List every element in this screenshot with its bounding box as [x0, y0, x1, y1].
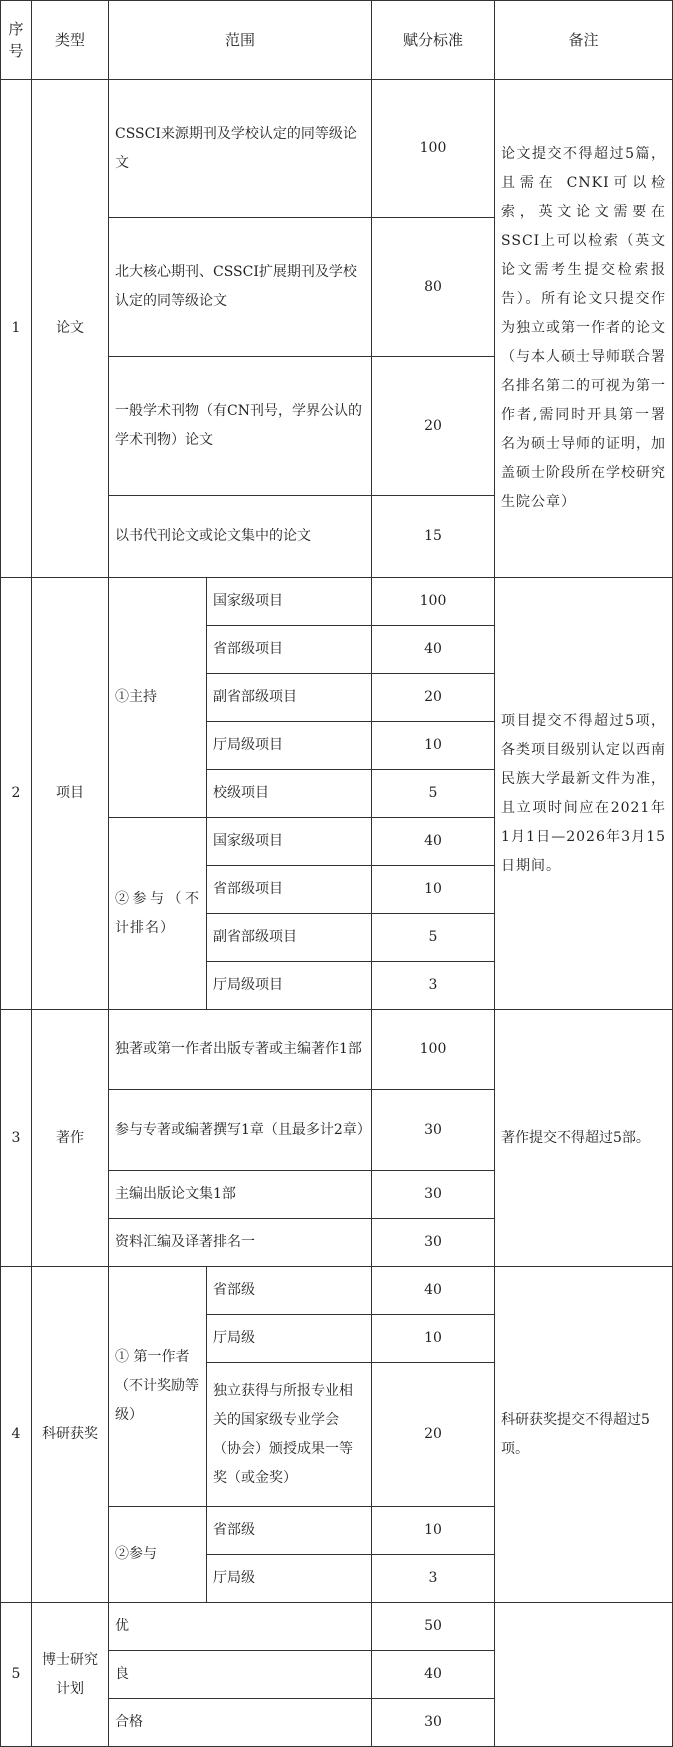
- range-cell: 参与专著或编著撰写1章（且最多计2章）: [109, 1090, 372, 1171]
- section-no: 2: [1, 578, 32, 1010]
- range-cell: 国家级项目: [207, 578, 372, 626]
- table-row: [1, 80, 673, 218]
- note-cell: 著作提交不得超过5部。: [495, 1010, 673, 1267]
- header-range: 范围: [109, 1, 372, 80]
- section-type: 科研获奖: [32, 1267, 109, 1603]
- header-row: [1, 1, 673, 80]
- range-cell: 独著或第一作者出版专著或主编著作1部: [109, 1010, 372, 1090]
- score-cell: 40: [372, 1267, 495, 1315]
- subgroup-label: ①主持: [109, 578, 207, 818]
- range-cell: 独立获得与所报专业相关的国家级专业学会（协会）颁授成果一等奖（或金奖）: [207, 1363, 372, 1507]
- range-cell: 省部级项目: [207, 866, 372, 914]
- score-cell: 30: [372, 1219, 495, 1267]
- section-type: 论文: [32, 80, 109, 578]
- range-cell: 一般学术刊物（有CN刊号，学界公认的学术刊物）论文: [109, 357, 372, 496]
- score-cell: 5: [372, 770, 495, 818]
- range-cell: 厅局级: [207, 1555, 372, 1603]
- subgroup-label: ① 第一作者（不计奖励等级）: [109, 1267, 207, 1507]
- header-no: 序号: [1, 1, 32, 80]
- range-cell: 副省部级项目: [207, 674, 372, 722]
- range-cell: 副省部级项目: [207, 914, 372, 962]
- table-row: [1, 578, 673, 626]
- range-cell: 厅局级项目: [207, 722, 372, 770]
- note-cell: [495, 1603, 673, 1747]
- range-cell: 厅局级: [207, 1315, 372, 1363]
- note-cell: 项目提交不得超过5项，各类项目级别认定以西南民族大学最新文件为准，且立项时间应在2021年1月1日—2026年3月15日期间。: [495, 578, 673, 1010]
- range-cell: 主编出版论文集1部: [109, 1171, 372, 1219]
- score-cell: 3: [372, 1555, 495, 1603]
- score-cell: 20: [372, 357, 495, 496]
- score-cell: 5: [372, 914, 495, 962]
- score-cell: 15: [372, 496, 495, 578]
- range-cell: 省部级: [207, 1507, 372, 1555]
- score-cell: 3: [372, 962, 495, 1010]
- header-type: 类型: [32, 1, 109, 80]
- section-type: 博士研究计划: [32, 1603, 109, 1747]
- table-row: [1, 1010, 673, 1090]
- subgroup-label: ②参与: [109, 1507, 207, 1603]
- range-cell: 省部级: [207, 1267, 372, 1315]
- note-cell: 论文提交不得超过5篇，且需在 CNKI可以检索，英文论文需要在SSCI上可以检索（英文论文需考生提交检索报告）。所有论文只提交作为独立或第一作者的论文（与本人硕士导师联合署名排名第二的可视为第一作者,需同时开具第一署名为硕士导师的证明，加盖硕士阶段所在学校研究生院公章）: [495, 80, 673, 578]
- score-cell: 50: [372, 1603, 495, 1651]
- score-cell: 30: [372, 1699, 495, 1747]
- score-cell: 40: [372, 818, 495, 866]
- section-no: 1: [1, 80, 32, 578]
- range-cell: 良: [109, 1651, 372, 1699]
- section-type: 著作: [32, 1010, 109, 1267]
- range-cell: 以书代刊论文或论文集中的论文: [109, 496, 372, 578]
- header-note: 备注: [495, 1, 673, 80]
- score-cell: 20: [372, 1363, 495, 1507]
- score-cell: 20: [372, 674, 495, 722]
- section-type: 项目: [32, 578, 109, 1010]
- subgroup-label: ②参与（不计排名）: [109, 818, 207, 1010]
- score-cell: 100: [372, 1010, 495, 1090]
- range-cell: 省部级项目: [207, 626, 372, 674]
- score-cell: 100: [372, 578, 495, 626]
- range-cell: 国家级项目: [207, 818, 372, 866]
- range-cell: 合格: [109, 1699, 372, 1747]
- range-cell: CSSCI来源期刊及学校认定的同等级论文: [109, 80, 372, 218]
- score-cell: 10: [372, 1507, 495, 1555]
- score-cell: 40: [372, 626, 495, 674]
- section-no: 4: [1, 1267, 32, 1603]
- score-cell: 40: [372, 1651, 495, 1699]
- score-cell: 100: [372, 80, 495, 218]
- range-cell: 优: [109, 1603, 372, 1651]
- range-cell: 北大核心期刊、CSSCI扩展期刊及学校认定的同等级论文: [109, 218, 372, 357]
- table-row: [1, 1267, 673, 1315]
- score-cell: 10: [372, 722, 495, 770]
- range-cell: 资料汇编及译著排名一: [109, 1219, 372, 1267]
- section-no: 3: [1, 1010, 32, 1267]
- table-row: [1, 1603, 673, 1651]
- score-cell: 30: [372, 1090, 495, 1171]
- score-cell: 10: [372, 1315, 495, 1363]
- header-score: 赋分标准: [372, 1, 495, 80]
- score-cell: 80: [372, 218, 495, 357]
- range-cell: 校级项目: [207, 770, 372, 818]
- score-cell: 30: [372, 1171, 495, 1219]
- section-no: 5: [1, 1603, 32, 1747]
- range-cell: 厅局级项目: [207, 962, 372, 1010]
- note-cell: 科研获奖提交不得超过5项。: [495, 1267, 673, 1603]
- score-cell: 10: [372, 866, 495, 914]
